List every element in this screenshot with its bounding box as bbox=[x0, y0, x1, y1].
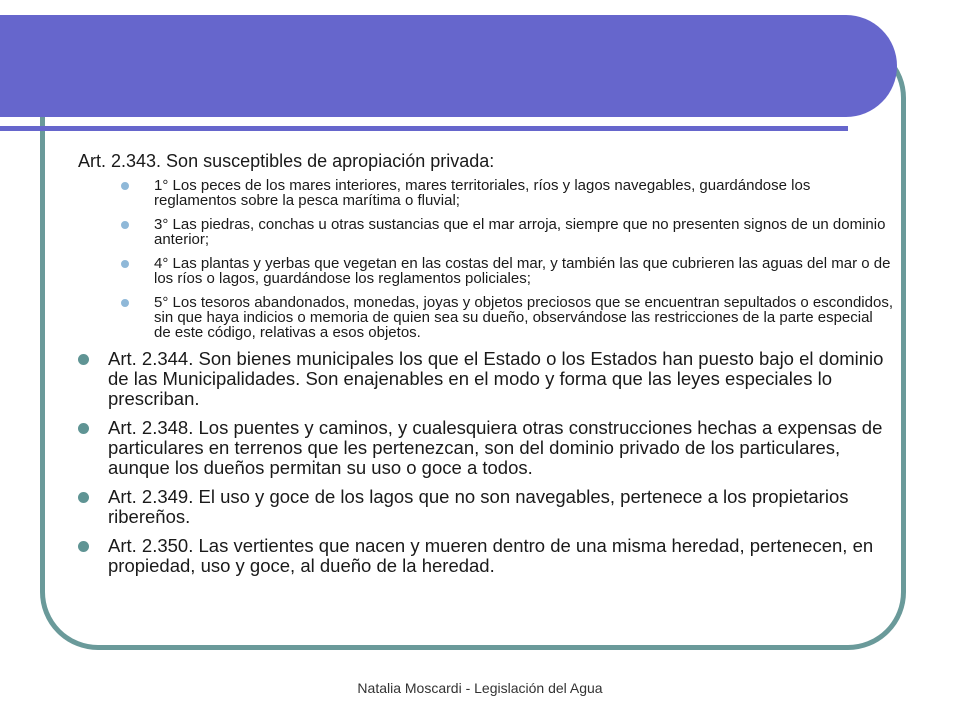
slide-content bbox=[78, 150, 893, 585]
bullet-icon bbox=[78, 541, 89, 552]
sub-item-text: 3° Las piedras, conchas u otras sustancias que el mar arroja, siempre que no presenten signos de un dominio anterior; bbox=[154, 216, 886, 248]
bullet-icon bbox=[78, 492, 89, 503]
title-bar bbox=[0, 15, 897, 117]
main-item-text: Art. 2.344. Son bienes municipales los que el Estado o los Estados han puesto bajo el dominio de las Municipalidades. Son enajenables en el modo y forma que las leyes especiales lo prescriban. bbox=[108, 348, 884, 409]
main-list-item bbox=[78, 487, 893, 527]
sub-item-text: 1° Los peces de los mares interiores, mares territoriales, ríos y lagos navegables, guardándose los reglamentos sobre la pesca marítima o fluvial; bbox=[154, 177, 811, 209]
bullet-icon bbox=[78, 354, 89, 365]
main-item-text: Art. 2.348. Los puentes y caminos, y cualesquiera otras construcciones hechas a expensas de particulares en terrenos que les pertenezcan, son del dominio privado de los particulares, aunque los dueños permitan su uso o goce a todos. bbox=[108, 417, 883, 478]
sub-list-item bbox=[78, 295, 893, 340]
main-bullet-list bbox=[78, 349, 893, 576]
bullet-icon bbox=[121, 221, 129, 229]
sub-bullet-list bbox=[78, 178, 893, 340]
main-item-text: Art. 2.349. El uso y goce de los lagos que no son navegables, pertenece a los propietarios ribereños. bbox=[108, 486, 849, 527]
bullet-icon bbox=[121, 299, 129, 307]
sub-list-item bbox=[78, 256, 893, 286]
sub-item-text: 5° Los tesoros abandonados, monedas, joyas y objetos preciosos que se encuentran sepultados o escondidos, sin que haya indicios o memoria de quien sea su dueño, observándose las restricciones de la parte especial de este código, relativas a esos objetos. bbox=[154, 294, 893, 341]
sub-list-item bbox=[78, 217, 893, 247]
bullet-icon bbox=[78, 423, 89, 434]
main-list-item bbox=[78, 349, 893, 409]
main-item-text: Art. 2.350. Las vertientes que nacen y mueren dentro de una misma heredad, pertenecen, en propiedad, uso y goce, al dueño de la heredad. bbox=[108, 535, 874, 576]
bullet-icon bbox=[121, 260, 129, 268]
sub-item-text: 4° Las plantas y yerbas que vegetan en las costas del mar, y también las que cubrieren las aguas del mar o de los ríos o lagos, guardándose los reglamentos policiales; bbox=[154, 255, 891, 287]
main-list-item bbox=[78, 536, 893, 576]
slide-footer: Natalia Moscardi - Legislación del Agua bbox=[357, 680, 603, 696]
main-list-item bbox=[78, 418, 893, 478]
title-underline bbox=[0, 126, 848, 131]
sub-list-item bbox=[78, 178, 893, 208]
intro-text: Art. 2.343. Son susceptibles de apropiación privada: bbox=[78, 151, 495, 171]
bullet-icon bbox=[121, 182, 129, 190]
